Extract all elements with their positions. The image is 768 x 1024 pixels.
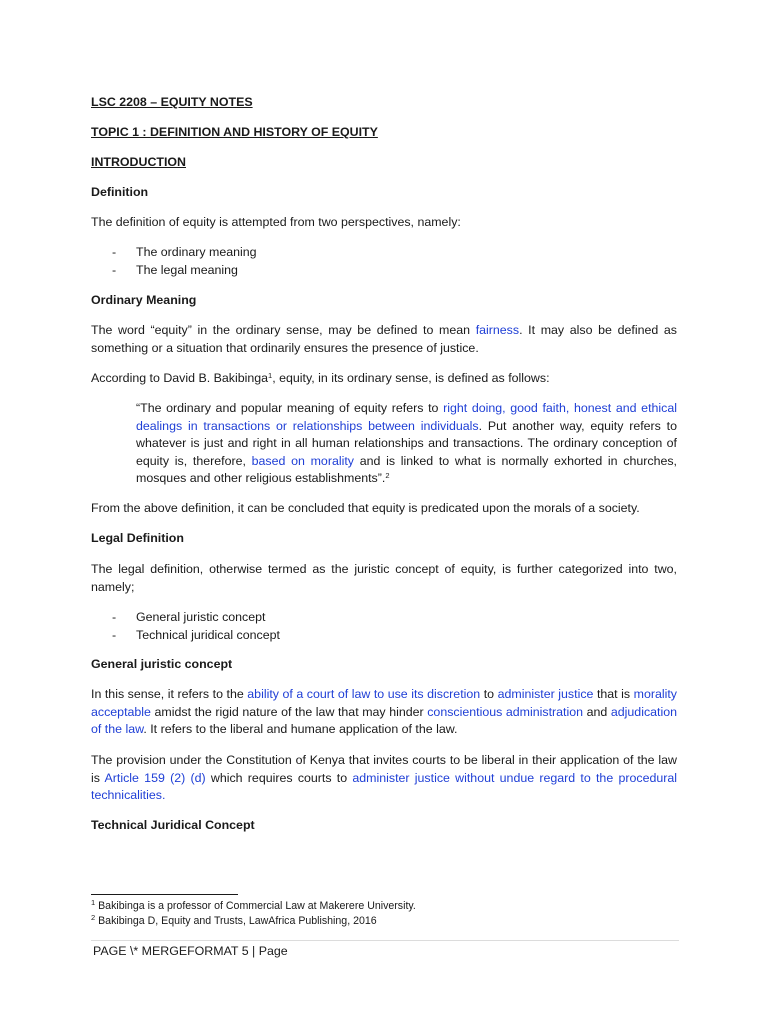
bullet-dash: - <box>112 610 117 624</box>
page-footer: PAGE \* MERGEFORMAT 5 | Page <box>93 944 288 958</box>
general-highlight-4: conscientious administration <box>427 704 584 719</box>
footnote-separator <box>91 894 238 895</box>
general-highlight-5: adjudication of the law <box>91 704 678 737</box>
conclusion-paragraph: From the above definition, it can be concluded that equity is predicated upon the morals of a society. <box>91 501 640 515</box>
general-highlight-2: administer justice <box>497 687 594 701</box>
bullet-dash: - <box>112 245 117 259</box>
definition-heading: Definition <box>91 185 149 199</box>
general-heading: General juristic concept <box>91 657 233 671</box>
topic-title: TOPIC 1 : DEFINITION AND HISTORY OF EQUITY <box>91 125 378 139</box>
footnote-2: $^2$ Bakibinga D, Equity and Trusts, LawAfrica Publishing, 2016 <box>91 913 377 927</box>
block-quote: “The ordinary and popular meaning of equity refers to right doing, good faith, honest and ethical dealings in transactions or relationships between individuals. Put another way, equity refers to whatever is just and right in all human relationships and transactions. The ordinary conception of equity is, therefore, based on morality and is linked to what is normally exhorted in churches, mosques and other religious establishments”.$^2$ <box>136 401 677 486</box>
constitution-paragraph: The provision under the Constitution of Kenya that invites courts to be liberal in their application of the law is Article 159 (2) (d) which requires courts to administer justice without undue regard to the procedural technicalities. <box>91 753 678 803</box>
footnote-ref-1[interactable]: 1 <box>268 371 273 380</box>
list-item: - The legal meaning <box>112 262 672 280</box>
list-item: - General juristic concept <box>112 609 672 627</box>
technical-heading: Technical Juridical Concept <box>91 818 255 832</box>
quote-highlight-2: based on morality <box>251 453 354 468</box>
constitution-highlight: administer justice without undue regard to the procedural technicalities. <box>91 770 678 803</box>
footnote-1: $^1$ Bakibinga is a professor of Commercial Law at Makerere University. <box>91 898 416 912</box>
legal-paragraph: The legal definition, otherwise termed as the juristic concept of equity, is further categorized into two, namely; <box>91 562 677 594</box>
ordinary-heading: Ordinary Meaning <box>91 293 197 307</box>
general-highlight-1: ability of a court of law to use its discretion <box>247 687 481 701</box>
definition-paragraph: The definition of equity is attempted from two perspectives, namely: <box>91 215 461 229</box>
ordinary-paragraph: The word “equity” in the ordinary sense, may be defined to mean fairness. It may also be defined as something or a situation that ordinarily ensures the presence of justice. <box>91 323 677 355</box>
bakibinga-paragraph: According to David B. Bakibinga$^1$, equity, in its ordinary sense, is defined as follows: <box>91 371 550 385</box>
list-item: - Technical juridical concept <box>112 627 672 645</box>
bullet-dash: - <box>112 262 117 277</box>
perspectives-list <box>112 244 672 279</box>
fairness-highlight: fairness <box>475 323 520 337</box>
footnote-ref-2[interactable]: 2 <box>385 471 390 481</box>
intro-heading: INTRODUCTION <box>91 155 186 169</box>
legal-heading: Legal Definition <box>91 531 184 545</box>
course-title: LSC 2208 – EQUITY NOTES <box>91 95 253 109</box>
article-highlight: Article 159 (2) (d) <box>104 770 206 785</box>
quote-highlight-1: right doing, good faith, honest and ethical dealings in transactions or relationships between individuals <box>136 401 677 433</box>
general-highlight-3: morality acceptable <box>91 687 677 719</box>
footer-separator <box>91 940 679 941</box>
general-paragraph: In this sense, it refers to the ability of a court of law to use its discretion to administer justice that is morality acceptable amidst the rigid nature of the law that may hinder conscientious administration and adjudication of the law. It refers to the liberal and humane application of the law. <box>91 687 678 737</box>
concepts-list <box>112 609 672 644</box>
list-item: - The ordinary meaning <box>112 244 672 262</box>
bullet-dash: - <box>112 627 117 642</box>
